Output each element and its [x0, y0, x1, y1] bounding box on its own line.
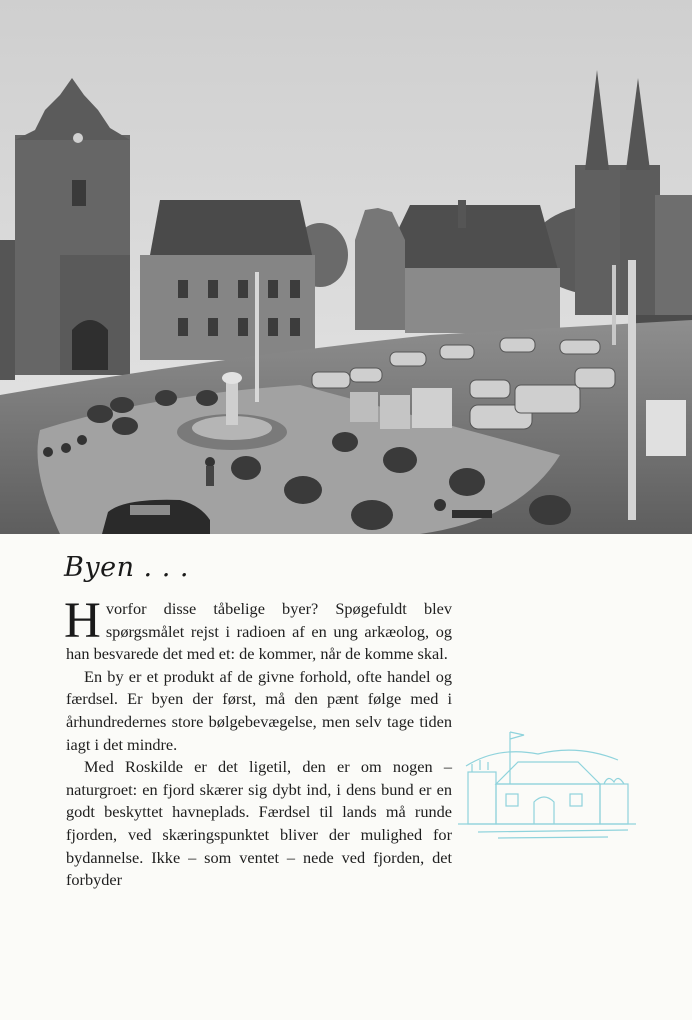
section-heading: Byen . . .: [64, 552, 189, 583]
paragraph-text: vorfor disse tåbelige byer? Spøgefuldt blev spørgsmålet rejst i radioen af en ung arkæolog, og han besvarede det med et: de kommer, når de komme skal.: [66, 599, 452, 664]
article-body: [64, 593, 452, 892]
house-vignette-illustration: [458, 724, 638, 844]
article-paragraph: [64, 593, 452, 666]
drop-cap: H: [64, 593, 101, 649]
article-paragraph: En by er et produkt af de givne forhold, ofte handel og færdsel. Er byen der først, må den pænt følge med i århundredernes store bølgebevægelse, men selv tage tiden iagt i det mindre.: [66, 666, 452, 754]
article-paragraph: Med Roskilde er det ligetil, den er om nogen – naturgroet: en fjord skærer sig dybt ind, i dens bund er en godt beskyttet havneplads. Færdsel til lands må runde fjorden, ved skæringspunktet bliver der mulighed for bydannelse. Ikke – som ventet – nede ved fjorden, det forbyder: [66, 757, 452, 890]
